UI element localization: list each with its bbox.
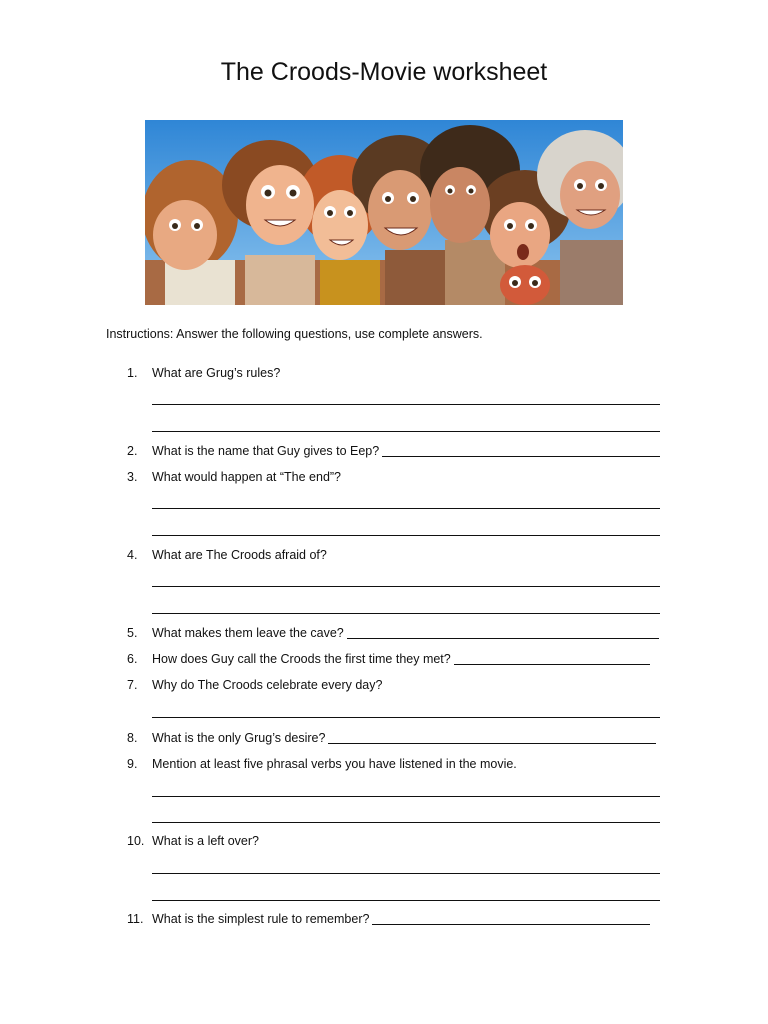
answer-line xyxy=(152,873,660,874)
question-text: What makes them leave the cave? xyxy=(152,626,344,640)
answer-line xyxy=(152,431,660,432)
answer-line xyxy=(152,822,660,823)
question-4 xyxy=(127,548,327,562)
question-number: 6. xyxy=(127,652,138,666)
question-5 xyxy=(127,626,659,640)
answer-line xyxy=(372,912,650,925)
question-number: 9. xyxy=(127,757,138,771)
answer-line xyxy=(152,717,660,718)
question-number: 2. xyxy=(127,444,138,458)
question-number: 4. xyxy=(127,548,138,562)
answer-line xyxy=(454,652,650,665)
question-text: Why do The Croods celebrate every day? xyxy=(152,678,383,692)
question-text: What is the simplest rule to remember? xyxy=(152,912,370,926)
answer-line xyxy=(152,613,660,614)
question-3 xyxy=(127,470,341,484)
answer-line xyxy=(152,508,660,509)
question-10 xyxy=(127,834,259,848)
answer-line xyxy=(347,626,659,639)
question-number: 8. xyxy=(127,731,138,745)
answer-line xyxy=(328,731,656,744)
question-2 xyxy=(127,444,660,458)
answer-line xyxy=(152,796,660,797)
instructions-text: Instructions: Answer the following questions, use complete answers. xyxy=(106,327,483,341)
question-8 xyxy=(127,731,656,745)
question-text: What are The Croods afraid of? xyxy=(152,548,327,562)
answer-line xyxy=(152,900,660,901)
question-number: 5. xyxy=(127,626,138,640)
question-number: 10. xyxy=(127,834,145,848)
question-text: What is the name that Guy gives to Eep? xyxy=(152,444,380,458)
question-text: How does Guy call the Croods the first time they met? xyxy=(152,652,451,666)
answer-line xyxy=(152,586,660,587)
answer-line xyxy=(382,444,660,457)
movie-characters-image xyxy=(145,120,623,305)
question-6 xyxy=(127,652,650,666)
answer-line xyxy=(152,404,660,405)
question-number: 3. xyxy=(127,470,138,484)
question-text: What are Grug’s rules? xyxy=(152,366,281,380)
answer-line xyxy=(152,535,660,536)
question-text: Mention at least five phrasal verbs you have listened in the movie. xyxy=(152,757,517,771)
worksheet-title: The Croods-Movie worksheet xyxy=(220,58,548,86)
question-number: 7. xyxy=(127,678,138,692)
question-number: 1. xyxy=(127,366,138,380)
question-1 xyxy=(127,366,280,380)
question-9 xyxy=(127,757,517,771)
question-7 xyxy=(127,678,382,692)
question-11 xyxy=(127,912,650,926)
question-text: What would happen at “The end”? xyxy=(152,470,342,484)
question-text: What is the only Grug’s desire? xyxy=(152,731,326,745)
question-number: 11. xyxy=(127,912,144,926)
question-text: What is a left over? xyxy=(152,834,259,848)
